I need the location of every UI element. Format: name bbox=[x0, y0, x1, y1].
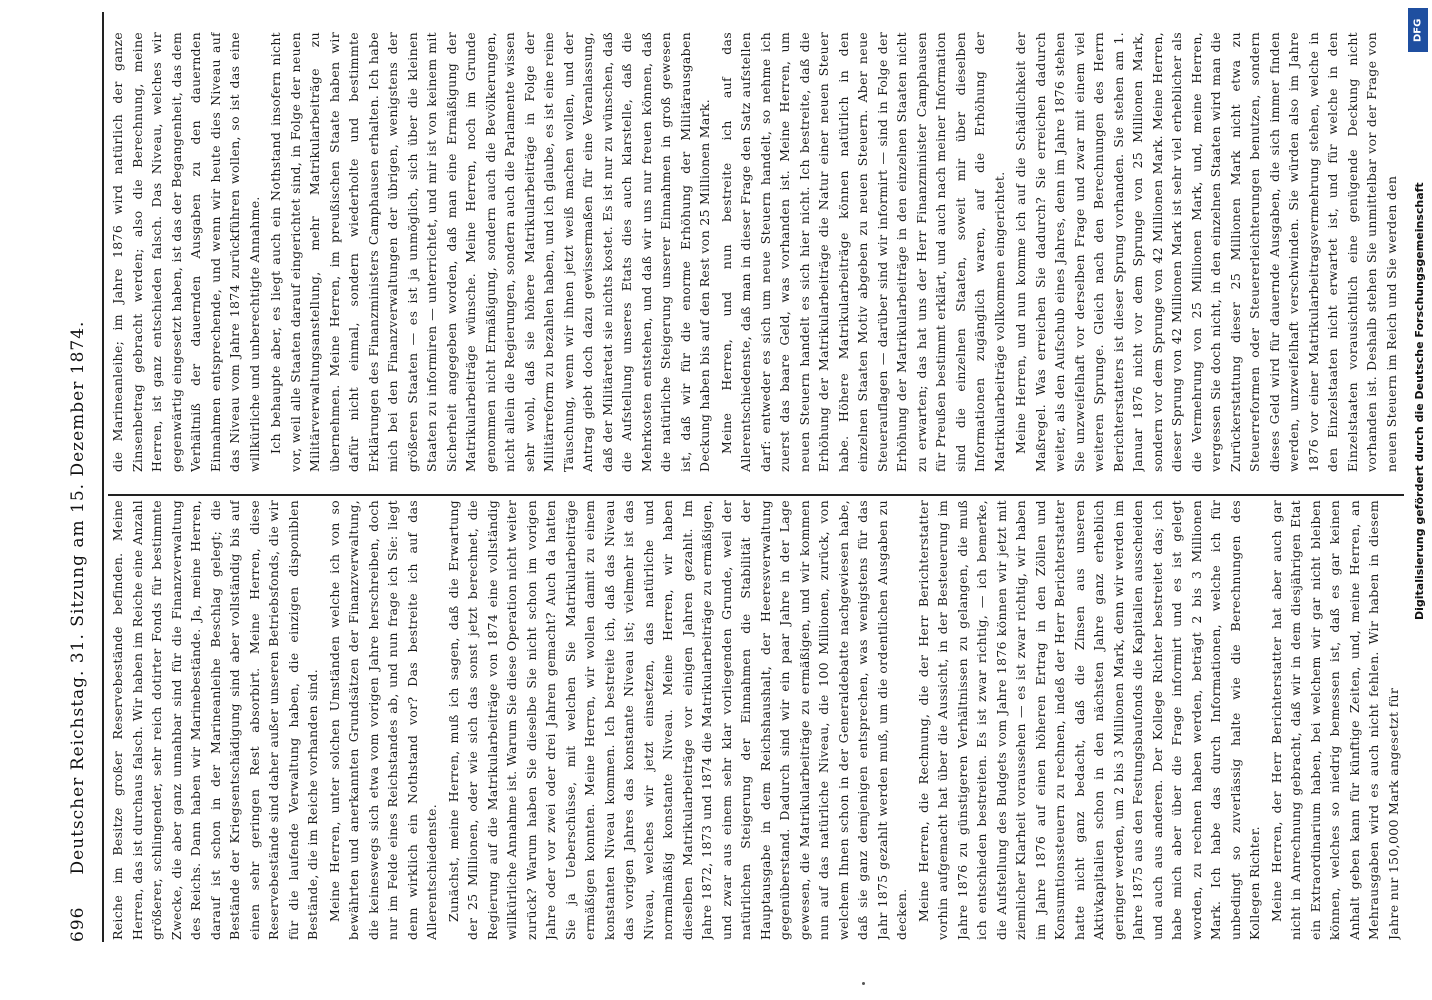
paragraph: Zunächst, meine Herren, muß ich sagen, daß die Erwartung der 25 Millionen, oder wie sich das sonst jetzt berechnet, die Regierung auf die Matrikularbeiträge von 1874 eine vollständig willkürliche Annahme ist. Warum Sie diese Operation nicht weiter zurück? Warum haben Sie dieselbe Sie nicht schon im vorigen Jahre oder vor zwei oder drei Jahren gemacht? Auch da hatten Sie ja Ueberschüsse, mit welchen Sie Matrikularbeiträge ermäßigen konnten. Meine Herren, wir wollen damit zu einem konstanten Niveau kommen. Ich bestreite ich, daß das Niveau das vorigen Jahres das konstante Niveau ist; vielmehr ist das Niveau, welches wir jetzt einsetzen, das natürliche und normalmäßig konstante Niveau. Meine Herren, wir haben dieselben Matrikularbeiträge vor einigen Jahren gezahlt. Im Jahre 1872, 1873 und 1874 die Matrikularbeiträge zu ermäßigen, und zwar aus einem sehr klar vorliegenden Grunde, weil der natürlichen Steigerung der Einnahmen die Stabilität der Hauptausgabe in dem Reichshaushalt, der Heeresverwaltung gegenüberstand. Dadurch sind wir ein paar Jahre in der Lage gewesen, die Matrikularbeiträge zu ermäßigen, und wir kommen nun auf das natürliche Niveau, die 100 Millionen, zurück, von welchem Ihnen schon in der Generaldebatte nachgewiesen habe, daß sie ganz demjenigen entsprechen, was wenigstens für das Jahr 1875 gezahlt werden muß, um die ordentlichen Ausgaben zu decken. bbox=[445, 500, 909, 940]
paragraph: Meine Herren, und nun bestreite ich auf das Allerentschiedenste, daß man in dieser Frage den Satz aufstellen darf: entweder es sich um neue Steuern handelt, so nehme ich zuerst das baare Geld, was vorhanden ist. Meine Herren, um neuen Steuern handelt es sich hier nicht. Ich bestreite, daß die Erhöhung der Matrikularbeiträge die Natur einer neuen Steuer habe. Höhere Matrikularbeiträge können natürlich in den einzelnen Staaten Motiv abgeben zu neuen Steuern. Aber neue Steuerauflagen — darüber sind wir informirt — sind in Folge der Erhöhung der Matrikularbeiträge in den einzelnen Staaten nicht zu erwarten; das hat uns der Herr Finanzminister Camphausen für Preußen bestimmt erklärt, und auch nach meiner Information sind die einzelnen Staaten, soweit mir über dieselben Informationen zugänglich waren, auf die Erhöhung der Matrikularbeiträge vollkommen eingerichtet. bbox=[718, 32, 1007, 472]
credit-sidebar bbox=[1404, 0, 1432, 1000]
paragraph: die Marineanleihe; im Jahre 1876 wird natürlich der ganze Zinsenbetrag gebracht werden; also die Berechnung, meine Herren, ist ganz entschieden falsch. Das Niveau, welches wir gegenwärtig eingesetzt haben, ist das der Begangenheit, das dem Verhältniß der dauernden Ausgaben zu den dauernden Einnahmen entsprechende, und wenn wir heute dies Niveau auf das Niveau vom Jahre 1874 zurückführen wollen, so ist das eine willkürliche und unberechtigte Annahme. bbox=[110, 32, 262, 472]
scan-speck bbox=[862, 982, 865, 985]
paragraph: Ich behaupte aber, es liegt auch ein Nothstand insofern nicht vor, weil alle Staaten darauf eingerichtet sind, in Folge der neuen Militärverwaltungsanstellung, mehr Matrikularbeiträge zu übernehmen. Meine Herren, im preußischen Staate haben wir dafür nicht einmal, sondern wiederholte und bestimmte Erklärungen des Finanzministers Camphausen erhalten. Ich habe mich bei den Finanzverwaltungen der übrigen, wenigstens der größeren Staaten — es ist ja unmöglich, sich über die kleinen Staaten zu informiren — unterrichtet, und mir ist von keinem mit Sicherheit angegeben worden, daß man eine Ermäßigung der Matrikularbeiträge wünsche. Meine Herren, noch im Grunde genommen nicht Ermäßigung, sondern auch die Bevölkerungen, nicht allein die Regierungen, sondern auch die Parlamente wissen sehr wohl, daß sie höhere Matrikularbeiträge in Folge der Militärreform zu bezahlen haben, und ich glaube, es ist eine reine Täuschung, wenn wir ihnen jetzt weiß machen wollen, und der Antrag giebt doch dazu gewissermaßen für eine Veranlassung, daß der Militäretat sie nichts kostet. Es ist nur zu wünschen, daß die Aufstellung unseres Etats dies auch klarstelle, daß die Mehrkosten entstehen, und daß wir uns nur freuen können, daß die natürliche Steigerung unserer Einnahmen in groß gewesen ist, daß wir für die enorme Erhöhung der Militärausgaben Deckung haben bis auf den Rest von 25 Millionen Mark. bbox=[268, 32, 712, 472]
paragraph: Reiche im Besitze großer Reservebestände befinden. Meine Herren, das ist durchaus falsch. Wir haben im Reiche eine Anzahl größerer, schlingender, sehr reich dotirter Fonds für bestimmte Zwecke, die aber ganz unnahbar sind für die Finanzverwaltung des Reichs. Dann haben wir Marinebestände. Ja, meine Herren, darauf ist schon in der Marineanleihe Beschlag gelegt; die Bestände der Kriegsentschädigung sind aber vollständig bis auf einen sehr geringen Rest absorbirt. Meine Herren, diese Reservebestände sind daher außer unseren Betriebsfonds, die wir für die laufende Verwaltung haben, die einzigen disponiblen Bestände, die im Reiche vorhanden sind. bbox=[110, 500, 320, 940]
left-text-column bbox=[108, 500, 1428, 940]
right-text-column bbox=[108, 32, 1428, 472]
dfg-logo-badge: DFG bbox=[1408, 8, 1428, 52]
page-number: 696 bbox=[68, 906, 88, 942]
header-rule bbox=[102, 12, 104, 942]
paragraph: Meine Herren, und nun komme ich auf die Schädlichkeit der Maßregel. Was erreichen Sie dadurch? Sie erreichen dadurch weiter, als den Aufschub eines Jahres, denn im Jahre 1876 stehen Sie unzweifelhaft vor derselben Frage und zwar mit einem viel weiteren Sprunge. Gleich nach den Berechnungen des Herrn Berichterstatters ist dieser Sprung vorhanden. Sie stehen am 1. Januar 1876 nicht vor dem Sprunge von 25 Millionen Mark, sondern vor dem Sprunge von 42 Millionen Mark. Meine Herren, dieser Sprung von 42 Millionen Mark ist sehr viel erheblicher als die Vermehrung von 25 Millionen Mark, und, meine Herren, vergessen Sie doch nicht, in den einzelnen Staaten wird man die Zurückerstattung dieser 25 Millionen Mark nicht etwa zu Steuerreformen oder Steuererleichterungen benutzen, sondern dieses Geld wird für dauernde Ausgaben, die sich immer finden werden, unzweifelhaft verschwinden. Sie würden also im Jahre 1876 vor einer Matrikularbeitragsvermehrung stehen, welche in den Einzelstaaten nicht erwartet ist, und für welche in den Einzelstaaten vorausichtlich eine genügende Deckung nicht vorhanden ist. Deshalb stehen Sie unmittelbar vor der Frage von neuen Steuern im Reich und Sie werden den bbox=[1013, 32, 1399, 472]
running-title: Deutscher Reichstag. 31. Sitzung am 15. Dezember 1874. bbox=[68, 320, 88, 875]
paragraph: Meine Herren, die Rechnung, die der Herr Berichterstatter vorhin aufgemacht hat über die Aussicht, in der Besteuerung im Jahre 1876 zu günstigeren Verhältnissen zu gelangen, die muß ich entschieden bestreiten. Es ist zwar richtig, — ich bemerke, die Aufstellung des Budgets vom Jahre 1876 können wir jetzt mit ziemlicher Klarheit voraussehen — es ist zwar richtig, wir haben im Jahre 1876 auf einen höheren Ertrag in den Zöllen und Konsumtionssteuern zu rechnen, indeß der Herr Berichterstatter hatte nicht ganz bedacht, daß die Zinsen aus unseren Aktivkapitalien schon in den nächsten Jahre ganz erheblich geringer werden, um 2 bis 3 Millionen Mark, denn wir werden im Jahre 1875 aus den Festungsbaufonds die Kapitalien ausscheiden und auch aus anderen. Der Kollege Richter bestreitet das; ich habe mich aber über die Frage informirt und es ist gelegt worden, zu rechnen haben werden, beträgt 2 bis 3 Millionen Mark. Ich habe das durch Informationen, welche ich für unbedingt so zuverlässig halte wie die Berechnungen des Kollegen Richter. bbox=[915, 500, 1262, 940]
page-header bbox=[58, 12, 98, 942]
paragraph: Meine Herren, unter solchen Umständen welche ich von so bewährten und anerkannten Grundsätzen der Finanzverwaltung, die keineswegs sich etwa vom vorigen Jahre herschreiben, doch nur im Felde eines Reichstandes ab, und nun frage ich Sie: liegt denn wirklich ein Nothstand vor? Das bestreite ich auf das Allerentschiedenste. bbox=[326, 500, 439, 940]
paragraph: Meine Herren, der Herr Berichterstatter hat aber auch gar nicht in Anrechnung gebracht, daß wir in dem diesjährigen Etat ein Extraordinarium haben, bei welchem wir gar nicht bleiben können, welches so niedrig bemessen ist, daß es gar keinen Anhalt geben kann für künftige Zeiten, und, meine Herren, an Mehrausgaben wird es auch nicht fehlen. Wir haben in diesem Jahre nur 150,000 Mark angesetzt für bbox=[1268, 500, 1401, 940]
digitization-credit: Digitalisierung gefördert durch die Deutsche Forschungsgemeinschaft bbox=[1413, 182, 1426, 620]
column-divider bbox=[108, 494, 1432, 496]
